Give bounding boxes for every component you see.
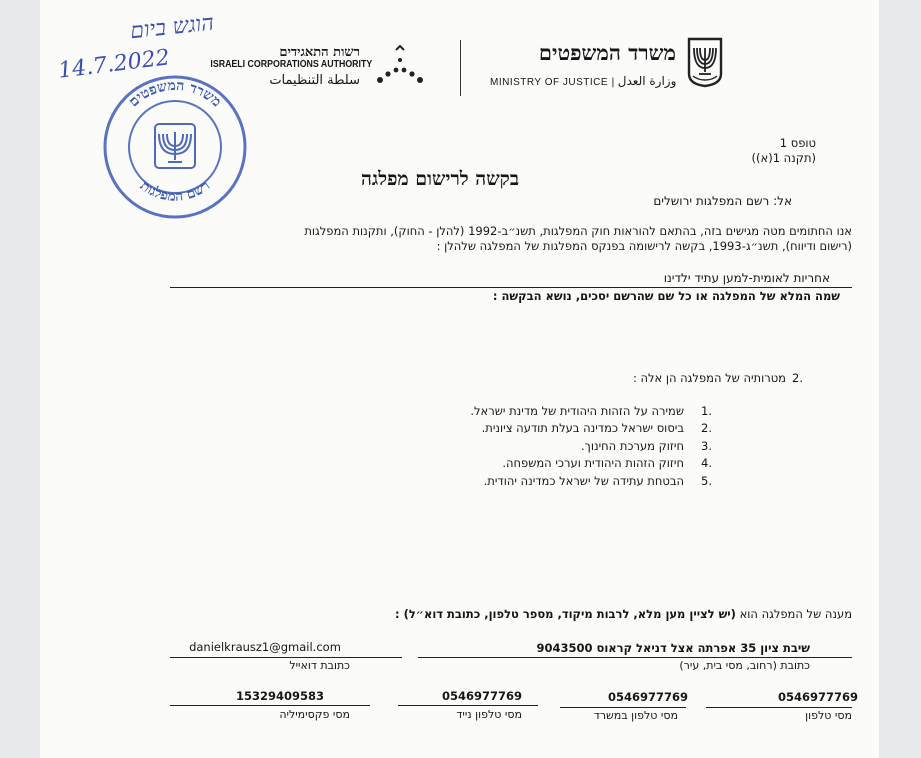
- goal-number: 5.: [701, 473, 712, 488]
- moj-name-arabic: وزارة العدل: [617, 74, 677, 88]
- section-2-label: מטרותיה של המפלגה הן אלה :: [632, 371, 786, 385]
- fax-label: מסי פקסימיליה: [279, 708, 350, 721]
- ica-name-english: ISRAELI CORPORATIONS AUTHORITY: [210, 59, 373, 70]
- goal-item: [340, 420, 712, 438]
- document-page: [40, 0, 879, 758]
- address-underline: [418, 657, 852, 658]
- moj-name-separator: |: [611, 77, 618, 88]
- ministry-stamp: [100, 72, 250, 222]
- ica-name-hebrew: רשות התאגידים: [279, 45, 360, 60]
- contact-intro-bold: (יש לציין מען מלא, לרבות מיקוד, מספר טלפון, כתובת דוא״ל) :: [394, 607, 736, 621]
- section-2-number: 2.: [792, 371, 803, 385]
- handwritten-date: 14.7.2022: [56, 45, 172, 84]
- address-value: שיבת ציון 35 אפרתה אצל דניאל קראוס 9043500: [536, 641, 810, 655]
- contact-intro: [340, 607, 852, 621]
- state-emblem-icon: [686, 36, 724, 88]
- goal-text: ביסוס ישראל כמדינה בעלת תודעה ציונית.: [481, 421, 684, 436]
- mobile-phone-value: 0546977769: [442, 689, 523, 703]
- email-value: danielkrausz1@gmail.com: [189, 640, 341, 654]
- mobile-phone-label: מסי טלפון נייד: [456, 708, 522, 721]
- intro-line-2: (רישום ודיווח), תשנ״ג-1993, בקשה לרישומה בפנקס המפלגות של המפלגה שלהלן :: [436, 239, 852, 253]
- goal-text: חיזוק מערכת החינוך.: [581, 438, 684, 453]
- goal-text: שמירה על הזהות היהודית של מדינת ישראל.: [470, 403, 684, 418]
- goal-text: הבטחת עתידה של ישראל כמדינה יהודית.: [483, 473, 684, 488]
- moj-name-english: [490, 74, 676, 88]
- office-phone-underline: [560, 707, 686, 708]
- phone-value: 0546977769: [778, 690, 859, 704]
- stamp-bottom-text: רשם המפלגות: [136, 177, 214, 205]
- goal-item: [340, 437, 712, 455]
- mobile-phone-underline: [398, 705, 538, 706]
- party-name-label: שמה המלא של המפלגה או כל שם שהרשם יסכים, נושא הבקשה :: [492, 289, 840, 303]
- header-divider: [460, 40, 461, 96]
- office-phone-value: 0546977769: [608, 690, 689, 704]
- goal-number: 3.: [701, 438, 712, 453]
- addressee: אל: רשם המפלגות ירושלים: [653, 194, 792, 208]
- svg-text:רשם המפלגות: [137, 178, 213, 205]
- regulation-ref: (תקנה 1(א)): [751, 151, 816, 165]
- moj-english-text: MINISTRY OF JUSTICE: [490, 77, 609, 88]
- fax-underline: [170, 705, 370, 706]
- ica-name-arabic: سلطة التنظيمات: [269, 73, 360, 88]
- goal-item: [340, 472, 712, 490]
- svg-text:משרד המשפטים: [126, 78, 224, 110]
- email-underline: [170, 657, 402, 658]
- party-name-value: אחריות לאומית-למען עתיד ילדינו: [663, 271, 830, 285]
- goal-number: 2.: [701, 421, 712, 436]
- moj-name-hebrew: משרד המשפטים: [538, 40, 676, 65]
- email-label: כתובת דואייל: [289, 659, 350, 672]
- goal-number: 1.: [701, 403, 712, 418]
- party-name-underline: [170, 287, 852, 288]
- phone-label: מסי טלפון: [805, 709, 852, 722]
- intro-line-1: אנו החתומים מטה מגישים בזה, בהתאם להוראות חוק המפלגות, תשנ״ב-1992 (להלן - החוק), ותקנות המפלגות: [304, 224, 852, 238]
- goal-item: [340, 455, 712, 473]
- stamp-top-text: משרד המשפטים: [125, 77, 225, 111]
- address-label: כתובת (רחוב, מסי בית, עיר): [679, 659, 810, 672]
- phone-underline: [706, 707, 852, 708]
- contact-intro-plain: מענה של המפלגה הוא: [735, 607, 852, 621]
- fax-value: 15329409583: [236, 689, 325, 703]
- form-number: טופס 1: [779, 136, 816, 150]
- document-title: בקשה לרישום מפלגה: [361, 168, 519, 190]
- left-viewer-margin: [0, 0, 40, 758]
- goal-number: 4.: [701, 456, 712, 471]
- ica-logo-icon: [370, 44, 430, 88]
- handwritten-date-label: הוגש ביום: [128, 10, 216, 45]
- goal-item: [340, 402, 712, 420]
- right-viewer-margin: [879, 0, 921, 758]
- office-phone-label: מסי טלפון במשרד: [593, 709, 678, 722]
- goals-list: [340, 402, 712, 490]
- goal-text: חיזוק הזהות היהודית וערכי המשפחה.: [502, 456, 684, 471]
